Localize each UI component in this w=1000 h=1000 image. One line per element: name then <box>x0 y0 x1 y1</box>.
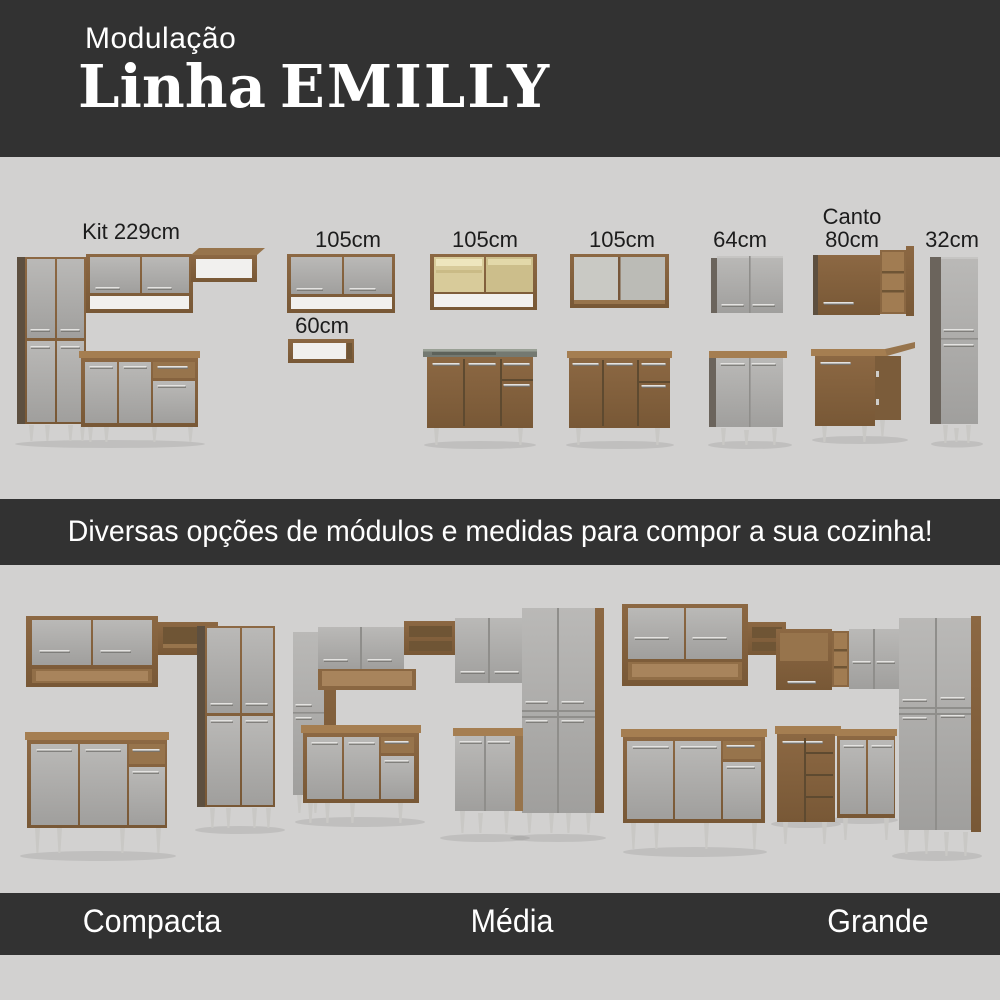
kitchen-grande-illustration <box>621 604 982 861</box>
module-label-canto80-line2: 80cm <box>825 227 879 252</box>
module-niche-60-illustration <box>288 339 354 363</box>
module-label-niche60: 60cm <box>295 313 349 338</box>
module-label-canto80 <box>799 205 905 251</box>
module-label-wall105: 105cm <box>314 227 382 252</box>
module-glass-105-illustration <box>430 254 537 310</box>
module-tall-32-illustration <box>930 257 983 448</box>
module-label-glass105: 105cm <box>451 227 519 252</box>
module-sink-base-105-illustration <box>423 349 537 449</box>
module-label-canto80-line1: Canto <box>822 204 882 229</box>
kitchen-compacta-illustration <box>20 616 285 861</box>
brand-title-emilly: EMILLY <box>279 52 552 121</box>
module-canto-80-illustration <box>811 246 915 444</box>
module-base-64-illustration <box>708 351 792 449</box>
module-wall-105-illustration <box>287 254 395 313</box>
module-base-105-illustration <box>566 351 674 449</box>
module-label-slide105: 105cm <box>588 227 656 252</box>
module-kit-229-illustration <box>15 248 265 448</box>
kitchen-label-compacta: Compacta <box>82 903 222 939</box>
brand-eyebrow: Modulação <box>85 22 237 55</box>
kitchen-label-grande: Grande <box>827 903 929 939</box>
module-label-kit229: Kit 229cm <box>82 219 180 244</box>
promo-banner-text: Diversas opções de módulos e medidas para compor a sua cozinha! <box>67 515 933 548</box>
kitchen-media-illustration <box>293 608 606 842</box>
brand-title-linha: Linha <box>78 52 266 121</box>
module-label-wall64: 64cm <box>713 227 767 252</box>
module-label-tall32: 32cm <box>925 227 979 252</box>
kitchen-label-media: Média <box>470 903 554 939</box>
module-slide-105-illustration <box>570 254 669 308</box>
module-wall-64-illustration <box>711 256 783 313</box>
